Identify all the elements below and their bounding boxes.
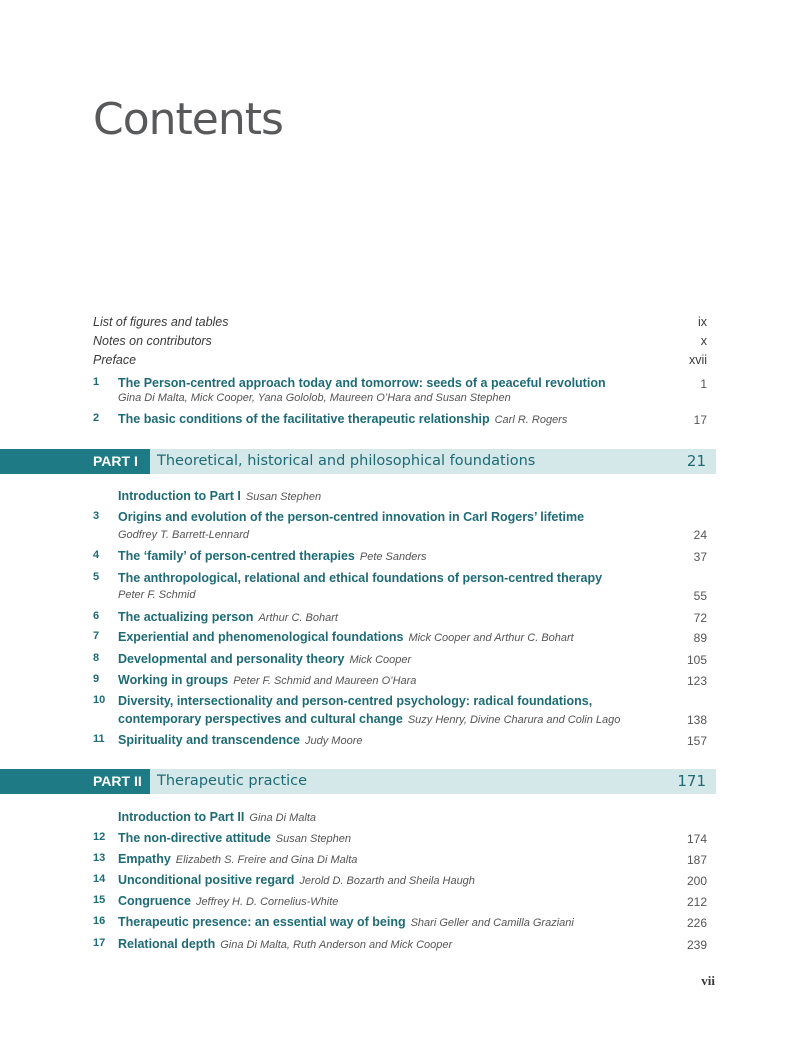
toc-chapter-5[interactable] xyxy=(93,571,707,603)
toc-chapter-10[interactable] xyxy=(93,694,707,728)
toc-chapter-11[interactable] xyxy=(93,733,707,751)
chapter-title-line-2: contemporary perspectives and cultural change xyxy=(118,712,403,726)
page-title: Contents xyxy=(93,94,283,145)
toc-chapter-1[interactable] xyxy=(93,376,707,406)
toc-chapter-3[interactable] xyxy=(93,510,707,542)
page-number: 105 xyxy=(686,653,707,667)
chapter-title: Unconditional positive regard xyxy=(118,873,295,887)
page-number: x xyxy=(700,334,707,348)
intro-author: Susan Stephen xyxy=(245,491,322,503)
chapter-title: Origins and evolution of the person-centred innovation in Carl Rogers’ lifetime xyxy=(118,510,585,524)
chapter-authors: Godfrey T. Barrett-Lennard xyxy=(118,529,250,541)
chapter-number: 6 xyxy=(93,610,100,622)
toc-entry-label: Notes on contributors xyxy=(93,334,212,348)
part-title: Therapeutic practice xyxy=(157,773,308,789)
toc-chapter-12[interactable] xyxy=(93,831,707,849)
part-1-banner[interactable] xyxy=(0,449,716,474)
page-number: 55 xyxy=(693,589,707,603)
chapter-authors: Shari Geller and Camilla Graziani xyxy=(410,917,574,929)
page-number: 200 xyxy=(686,874,707,888)
page-number: 157 xyxy=(686,734,707,748)
chapter-title: The basic conditions of the facilitative therapeutic relationship xyxy=(118,412,490,426)
chapter-authors: Arthur C. Bohart xyxy=(258,612,338,624)
chapter-title: Experiential and phenomenological foundations xyxy=(118,630,404,644)
page-number: 212 xyxy=(686,895,707,909)
chapter-authors: Pete Sanders xyxy=(359,551,427,563)
part-2-banner[interactable] xyxy=(0,769,716,794)
page-number: 72 xyxy=(693,611,707,625)
chapter-title: Developmental and personality theory xyxy=(118,652,345,666)
chapter-title: Working in groups xyxy=(118,673,229,687)
page-number: 37 xyxy=(693,550,707,564)
chapter-title: Relational depth xyxy=(118,937,216,951)
toc-chapter-2[interactable] xyxy=(93,412,707,430)
chapter-authors: Jeffrey H. D. Cornelius-White xyxy=(195,896,339,908)
chapter-number: 7 xyxy=(93,630,100,642)
chapter-title: The anthropological, relational and ethical foundations of person-centred therapy xyxy=(118,571,603,585)
chapter-number: 15 xyxy=(93,894,106,906)
chapter-authors: Gina Di Malta, Ruth Anderson and Mick Cooper xyxy=(220,939,453,951)
page-number: ix xyxy=(697,315,707,329)
chapter-authors: Carl R. Rogers xyxy=(494,414,568,426)
chapter-title: Therapeutic presence: an essential way of being xyxy=(118,915,406,929)
toc-intro-part-2[interactable] xyxy=(93,810,707,828)
chapter-number: 10 xyxy=(93,694,106,706)
toc-chapter-17[interactable] xyxy=(93,937,707,955)
toc-entry[interactable] xyxy=(93,334,707,348)
toc-chapter-6[interactable] xyxy=(93,610,707,628)
chapter-number: 8 xyxy=(93,652,100,664)
chapter-number: 2 xyxy=(93,412,100,424)
page-number: 138 xyxy=(686,713,707,727)
intro-author: Gina Di Malta xyxy=(249,812,317,824)
page-number: 239 xyxy=(686,938,707,952)
part-label: PART II xyxy=(93,773,142,789)
chapter-number: 17 xyxy=(93,937,106,949)
chapter-authors: Jerold D. Bozarth and Sheila Haugh xyxy=(299,875,475,887)
part-label-box xyxy=(0,769,150,794)
chapter-number: 3 xyxy=(93,510,100,522)
toc-chapter-8[interactable] xyxy=(93,652,707,670)
page-number: 17 xyxy=(693,413,707,427)
chapter-number: 1 xyxy=(93,376,100,388)
toc-chapter-14[interactable] xyxy=(93,873,707,891)
page-number: 1 xyxy=(700,377,707,391)
chapter-number: 11 xyxy=(93,733,105,745)
chapter-authors: Suzy Henry, Divine Charura and Colin Lago xyxy=(407,714,621,726)
chapter-number: 16 xyxy=(93,915,106,927)
chapter-title: The ‘family’ of person-centred therapies xyxy=(118,549,355,563)
toc-entry-label: Preface xyxy=(93,353,137,367)
page-number: 174 xyxy=(686,832,707,846)
toc-entry[interactable] xyxy=(93,353,707,367)
page-number: 187 xyxy=(686,853,707,867)
toc-chapter-9[interactable] xyxy=(93,673,707,691)
chapter-title: The Person-centred approach today and tomorrow: seeds of a peaceful revolution xyxy=(118,376,606,390)
page-number: 89 xyxy=(693,631,707,645)
chapter-authors: Mick Cooper xyxy=(349,654,412,666)
chapter-title-line-1: Diversity, intersectionality and person-centred psychology: radical foundations, xyxy=(118,694,593,708)
page-number: xvii xyxy=(688,353,707,367)
chapter-title: Spirituality and transcendence xyxy=(118,733,300,747)
chapter-number: 9 xyxy=(93,673,100,685)
part-page-number: 171 xyxy=(677,772,706,790)
chapter-authors: Susan Stephen xyxy=(275,833,352,845)
page-number: 226 xyxy=(686,916,707,930)
toc-chapter-16[interactable] xyxy=(93,915,707,933)
chapter-authors: Peter F. Schmid xyxy=(118,589,196,601)
toc-entry-label: List of figures and tables xyxy=(93,315,229,329)
part-label: PART I xyxy=(93,453,138,469)
chapter-authors: Judy Moore xyxy=(305,735,363,747)
part-title: Theoretical, historical and philosophical foundations xyxy=(157,453,536,469)
intro-title: Introduction to Part I xyxy=(118,489,241,503)
chapter-title: Empathy xyxy=(118,852,171,866)
toc-chapter-4[interactable] xyxy=(93,549,707,567)
page-number: 123 xyxy=(686,674,707,688)
part-page-number: 21 xyxy=(686,452,706,470)
chapter-title: Congruence xyxy=(118,894,191,908)
intro-title: Introduction to Part II xyxy=(118,810,245,824)
toc-intro-part-1[interactable] xyxy=(93,489,707,507)
chapter-authors: Mick Cooper and Arthur C. Bohart xyxy=(408,632,574,644)
toc-chapter-13[interactable] xyxy=(93,852,707,870)
chapter-number: 4 xyxy=(93,549,100,561)
chapter-title: The actualizing person xyxy=(118,610,254,624)
page-number: 24 xyxy=(693,528,707,542)
part-label-box xyxy=(0,449,150,474)
toc-chapter-7[interactable] xyxy=(93,630,707,648)
chapter-number: 13 xyxy=(93,852,106,864)
chapter-authors: Peter F. Schmid and Maureen O’Hara xyxy=(233,675,417,687)
chapter-number: 14 xyxy=(93,873,106,885)
chapter-number: 12 xyxy=(93,831,106,843)
toc-chapter-15[interactable] xyxy=(93,894,707,912)
chapter-authors: Gina Di Malta, Mick Cooper, Yana Gololob, Maureen O’Hara and Susan Stephen xyxy=(118,392,511,404)
chapter-title: The non-directive attitude xyxy=(118,831,271,845)
chapter-number: 5 xyxy=(93,571,100,583)
chapter-authors: Elizabeth S. Freire and Gina Di Malta xyxy=(175,854,358,866)
toc-entry[interactable] xyxy=(93,315,707,329)
page-folio: vii xyxy=(701,973,715,988)
